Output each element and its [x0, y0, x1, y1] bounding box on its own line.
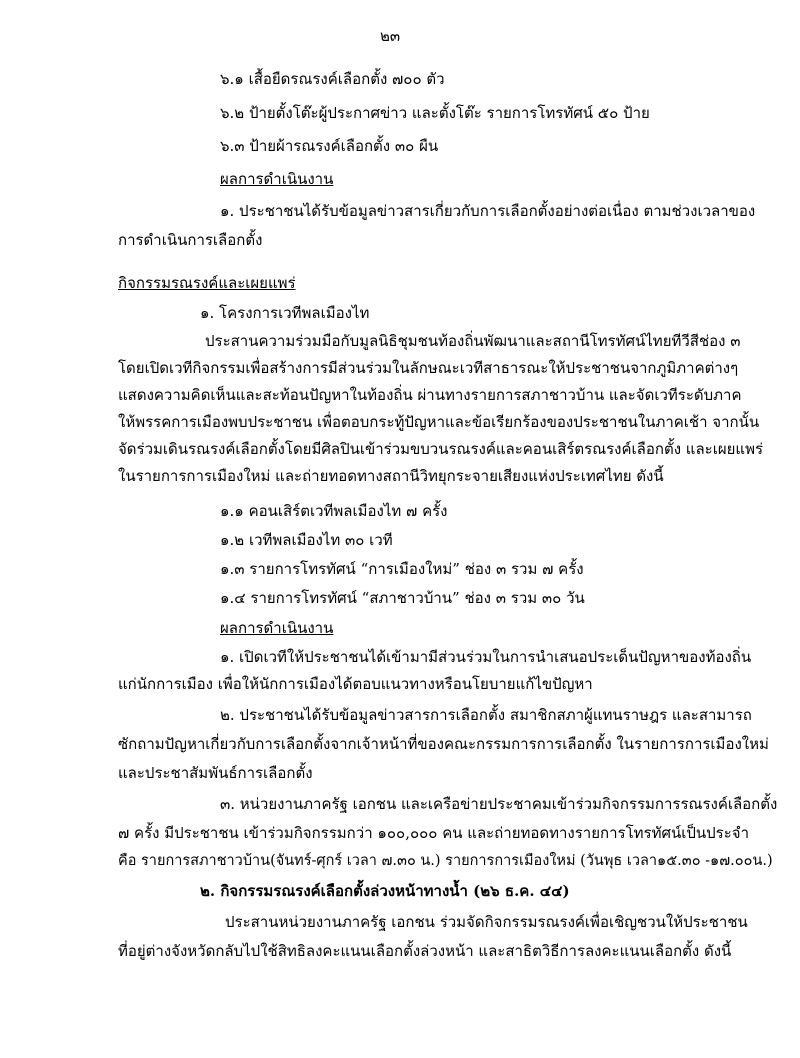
project-title: ๑. โครงการเวทีพลเมืองไท [200, 304, 370, 322]
list-item: ๑.๒ เวทีพลเมืองไท ๓๐ เวที [220, 531, 393, 549]
paragraph-line: จัดร่วมเดินรณรงค์เลือกตั้งโดยมีศิลปินเข้าร่วมขบวนรณรงค์และคอนเสิร์ตรณรงค์เลือกตั้ง และเผยแพร่ [118, 440, 764, 458]
paragraph-line: แก่นักการเมือง เพื่อให้นักการเมืองได้ตอบแนวทางหรือนโยบายแก้ไขปัญหา [118, 675, 593, 693]
paragraph-line: คือ รายการสภาชาวบ้าน(จันทร์-ศุกร์ เวลา ๗.๓๐ น.) รายการการเมืองใหม่ (วันพุธ เวลา๑๕.๓๐ -๑๗.๐๐น.) [118, 853, 773, 869]
paragraph-line: ๗ ครั้ง มีประชาชน เข้าร่วมกิจกรรมกว่า ๑๐๐,๐๐๐ คน และถ่ายทอดทางรายการโทรทัศน์เป็นประจำ [118, 824, 749, 842]
list-item: ๑.๑ คอนเสิร์ตเวทีพลเมืองไท ๗ ครั้ง [220, 502, 448, 520]
paragraph-line: ประสานความร่วมมือกับมูลนิธิชุมชนท้องถิ่นพัฒนาและสถานีโทรทัศน์ไทยทีวีสีช่อง ๓ [205, 332, 741, 350]
list-item: ๑.๔ รายการโทรทัศน์ “สภาชาวบ้าน” ช่อง ๓ รวม ๓๐ วัน [220, 589, 585, 607]
result-heading: ผลการดำเนินงาน [220, 619, 334, 637]
paragraph-line: ซักถามปัญหาเกี่ยวกับการเลือกตั้งจากเจ้าหน้าที่ของคณะกรรมการการเลือกตั้ง ในรายการการเมืองใหม่ [118, 735, 769, 753]
list-item: ๑.๓ รายการโทรทัศน์ “การเมืองใหม่” ช่อง ๓ รวม ๗ ครั้ง [220, 560, 584, 578]
paragraph-line: ๑. ประชาชนได้รับข้อมูลข่าวสารเกี่ยวกับการเลือกตั้งอย่างต่อเนื่อง ตามช่วงเวลาของ [220, 202, 756, 220]
paragraph-line: ๒. ประชาชนได้รับข้อมูลข่าวสารการเลือกตั้ง สมาชิกสภาผู้แทนราษฎร และสามารถ [220, 706, 752, 724]
list-item: ๖.๑ เสื้อยืดรณรงค์เลือกตั้ง ๗๐๐ ตัว [220, 70, 445, 88]
paragraph-line: โดยเปิดเวทีกิจกรรมเพื่อสร้างการมีส่วนร่วมในลักษณะเวทีสาธารณะให้ประชาชนจากภูมิภาคต่างๆ [118, 359, 739, 377]
list-item: ๖.๓ ป้ายผ้ารณรงค์เลือกตั้ง ๓๐ ผืน [220, 137, 439, 155]
page-number: ๒๓ [380, 27, 401, 45]
paragraph-line: ๑. เปิดเวทีให้ประชาชนได้เข้ามามีส่วนร่วมในการนำเสนอประเด็นปัญหาของท้องถิ่น [220, 648, 752, 666]
section-heading: กิจกรรมรณรงค์และเผยแพร่ [118, 274, 296, 292]
project-title: ๒. กิจกรรมรณรงค์เลือกตั้งล่วงหน้าทางน้ำ (๒๖ ธ.ค. ๔๔) [200, 882, 570, 900]
paragraph-line: และประชาสัมพันธ์การเลือกตั้ง [118, 764, 313, 782]
paragraph-line: ให้พรรคการเมืองพบประชาชน เพื่อตอบกระทู้ปัญหาและข้อเรียกร้องของประชาชนในภาคเช้า จากนั้น [118, 413, 760, 431]
paragraph-line: ประสานหน่วยงานภาครัฐ เอกชน ร่วมจัดกิจกรรมรณรงค์เพื่อเชิญชวนให้ประชาชน [225, 913, 748, 931]
paragraph-line: แสดงความคิดเห็นและสะท้อนปัญหาในท้องถิ่น ผ่านทางรายการสภาชาวบ้าน และจัดเวทีระดับภาค [118, 386, 742, 404]
list-item: ๖.๒ ป้ายตั้งโต๊ะผู้ประกาศข่าว และตั้งโต๊ะ รายการโทรทัศน์ ๕๐ ป้าย [220, 104, 650, 122]
paragraph-line: การดำเนินการเลือกตั้ง [118, 231, 263, 249]
result-heading: ผลการดำเนินงาน [220, 170, 334, 188]
paragraph-line: ๓. หน่วยงานภาครัฐ เอกชน และเครือข่ายประชาคมเข้าร่วมกิจกรรมการรณรงค์เลือกตั้ง [220, 795, 778, 813]
paragraph-line: ที่อยู่ต่างจังหวัดกลับไปใช้สิทธิลงคะแนนเลือกตั้งล่วงหน้า และสาธิตวิธีการลงคะแนนเลือกตั้ง ดังนี้ [118, 942, 732, 960]
paragraph-line: ในรายการการเมืองใหม่ และถ่ายทอดทางสถานีวิทยุกระจายเสียงแห่งประเทศไทย ดังนี้ [118, 467, 664, 485]
